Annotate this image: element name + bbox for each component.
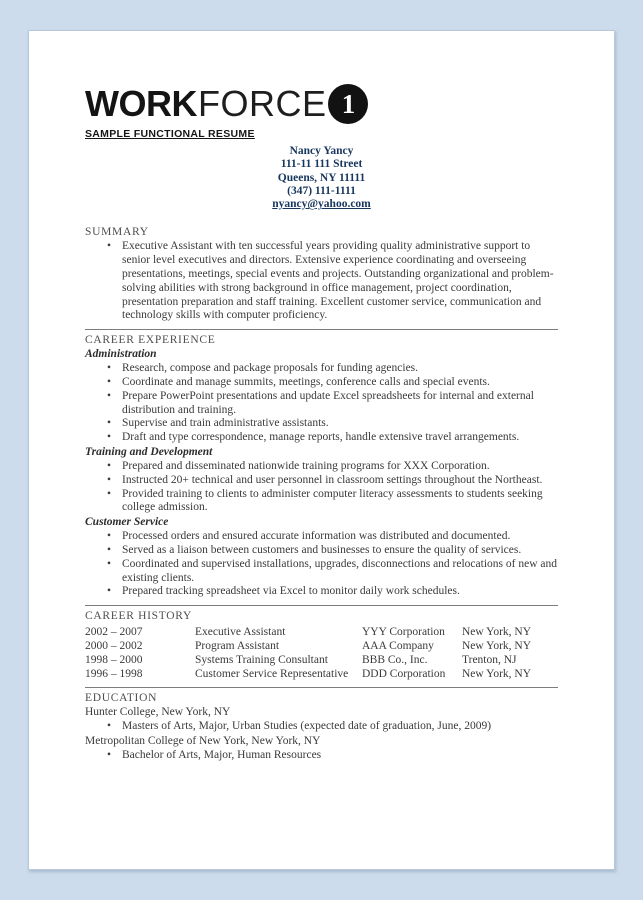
education-heading: EDUCATION (85, 692, 158, 705)
summary-heading: SUMMARY (85, 226, 149, 239)
history-row (85, 639, 558, 653)
experience-bullet: • Supervise and train administrative assistants. (105, 417, 558, 431)
history-title: Systems Training Consultant (195, 654, 328, 667)
contact-address-line1: 111-11 111 Street (280, 158, 363, 171)
education-section (85, 691, 558, 763)
summary-bullet: • Executive Assistant with ten successful years providing quality administrative support to senior level executives and directors. Extensive experience coordinating and overseeing presentations, meetings, special events and projects. Outstanding organizational and problem-solving abilities with strong background in office management, project coordination, presentation preparation and staff training. Excellent customer service, communication and technology skills with computer proficiency. (105, 240, 558, 323)
section-divider (85, 605, 558, 606)
history-years: 1998 – 2000 (85, 654, 143, 667)
experience-bullet: • Prepare PowerPoint presentations and update Excel spreadsheets for internal and external distribution and training. (105, 390, 558, 418)
group-title-administration: Administration (85, 348, 157, 361)
history-location: New York, NY (462, 626, 532, 639)
email-link[interactable]: nyancy@yahoo.com (272, 198, 371, 211)
history-location: New York, NY (462, 640, 532, 653)
history-company: YYY Corporation (362, 626, 445, 639)
contact-address-line2: Queens, NY 11111 (277, 171, 366, 184)
contact-phone: (347) 111-1111 (287, 184, 356, 197)
career-experience-heading: CAREER EXPERIENCE (85, 334, 216, 347)
career-history-heading: CAREER HISTORY (85, 610, 193, 623)
history-company: BBB Co., Inc. (362, 654, 428, 667)
experience-bullet: • Prepared tracking spreadsheet via Excel to monitor daily work schedules. (105, 585, 558, 599)
experience-bullet: • Instructed 20+ technical and user personnel in classroom settings throughout the Northeast. (105, 474, 558, 488)
logo-badge-number: 1 (341, 88, 356, 119)
experience-bullet: • Prepared and disseminated nationwide training programs for XXX Corporation. (105, 460, 558, 474)
education-bullet: • Masters of Arts, Major, Urban Studies (expected date of graduation, June, 2009) (105, 720, 558, 734)
section-divider (85, 687, 558, 688)
contact-name: Nancy Yancy (289, 145, 354, 157)
resume-page (28, 30, 615, 870)
history-years: 1996 – 1998 (85, 668, 143, 681)
history-company: AAA Company (362, 640, 434, 653)
history-row (85, 653, 558, 667)
experience-bullet: • Processed orders and ensured accurate information was distributed and documented. (105, 530, 558, 544)
logo-force-text: FORCE (197, 83, 327, 124)
career-history-table (85, 625, 558, 681)
experience-bullet: • Coordinated and supervised installations, upgrades, disconnections and relocations of new and existing clients. (105, 558, 558, 586)
contact-block (85, 145, 558, 211)
history-location: New York, NY (462, 668, 532, 681)
history-row (85, 667, 558, 681)
experience-bullet: • Provided training to clients to administer computer literacy assessments to students seeking college admission. (105, 488, 558, 516)
history-location: Trenton, NJ (462, 654, 517, 667)
education-bullet: • Bachelor of Arts, Major, Human Resources (105, 749, 558, 763)
sample-resume-label: SAMPLE FUNCTIONAL RESUME (85, 128, 255, 140)
section-divider (85, 329, 558, 330)
experience-bullet: • Served as a liaison between customers and businesses to ensure the quality of services. (105, 544, 558, 558)
logo-badge-circle-icon (328, 84, 368, 124)
education-school: Metropolitan College of New York, New York, NY (85, 735, 321, 748)
experience-bullet: • Coordinate and manage summits, meetings, conference calls and special events. (105, 376, 558, 390)
experience-bullet: • Research, compose and package proposals for funding agencies. (105, 362, 558, 376)
group-title-training-development: Training and Development (85, 446, 213, 459)
experience-bullet: • Draft and type correspondence, manage reports, handle extensive travel arrangements. (105, 431, 558, 445)
group-title-customer-service: Customer Service (85, 516, 169, 529)
history-years: 2002 – 2007 (85, 626, 143, 639)
summary-section (85, 225, 558, 323)
history-title: Customer Service Representative (195, 668, 349, 681)
workforce-logo (85, 83, 558, 125)
career-history-section (85, 609, 558, 681)
history-row (85, 625, 558, 639)
history-years: 2000 – 2002 (85, 640, 143, 653)
career-experience-section (85, 333, 558, 599)
history-title: Executive Assistant (195, 626, 286, 639)
history-company: DDD Corporation (362, 668, 446, 681)
logo-work-text: WORK (85, 83, 197, 124)
education-school: Hunter College, New York, NY (85, 706, 231, 719)
history-title: Program Assistant (195, 640, 280, 653)
